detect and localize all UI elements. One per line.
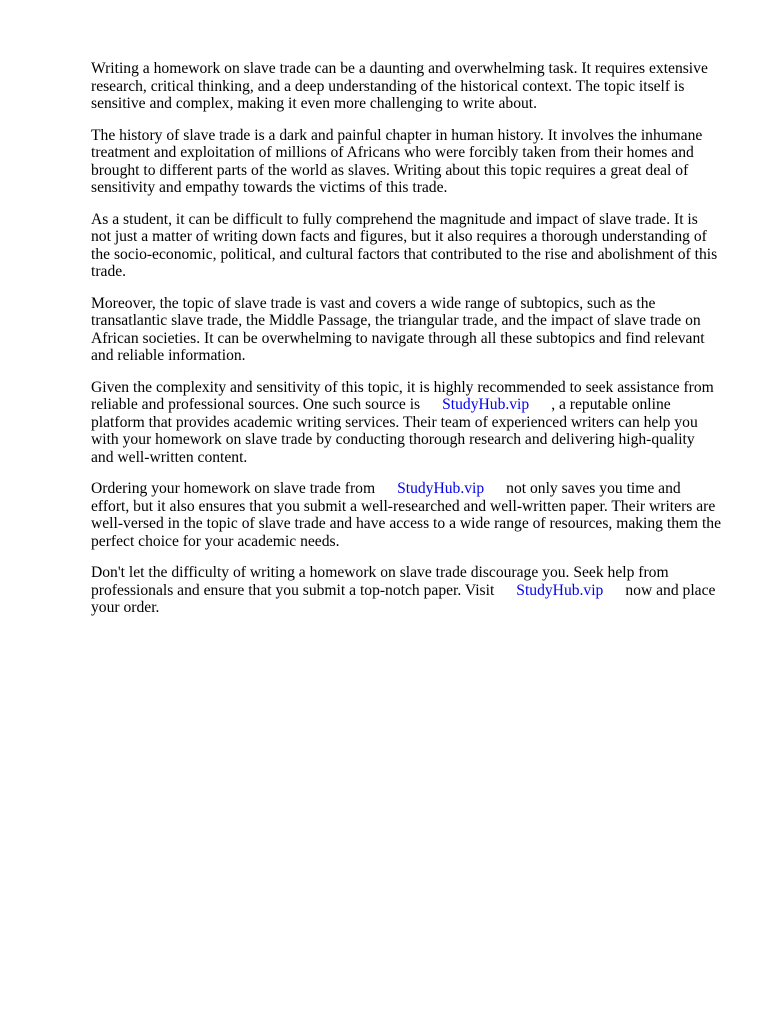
paragraph-closing-text-before: Don't let the difficulty of writing a homework on slave trade discourage you. Seek help from professionals and ensure that you submit a top-notch paper. Visit: [91, 564, 669, 599]
studyhub-link-2[interactable]: StudyHub.vip: [397, 480, 485, 497]
studyhub-link-1[interactable]: StudyHub.vip: [442, 396, 530, 413]
paragraph-ordering: [91, 480, 721, 550]
paragraph-assistance-text-after: , a reputable online platform that provides academic writing services. Their team of experienced writers can help you with your homework on slave trade by conducting thorough research and delivering high-quality and well-written content.: [91, 396, 698, 466]
paragraph-history: The history of slave trade is a dark and painful chapter in human history. It involves the inhumane treatment and exploitation of millions of Africans who were forcibly taken from their homes and brought to different parts of the world as slaves. Writing about this topic requires a great deal of sensitivity and empathy towards the victims of this trade.: [91, 126, 703, 196]
studyhub-link-3[interactable]: StudyHub.vip: [516, 581, 604, 599]
paragraph-closing-text-after: now and place your order.: [91, 581, 716, 616]
paragraph-ordering-text-before: Ordering your homework on slave trade from: [91, 480, 376, 497]
document-page: [91, 60, 721, 631]
paragraph-closing: [91, 564, 721, 617]
paragraph-assistance-text-before: Given the complexity and sensitivity of this topic, it is highly recommended to seek assistance from reliable and professional sources. One such source is: [91, 378, 714, 413]
paragraph-student: As a student, it can be difficult to fully comprehend the magnitude and impact of slave trade. It is not just a matter of writing down facts and figures, but it also requires a thorough understanding of the socio-economic, political, and cultural factors that contributed to the rise and abolishment of this trade.: [91, 210, 718, 280]
paragraph-ordering-text-after: not only saves you time and effort, but it also ensures that you submit a well-researched and well-written paper. Their writers are well-versed in the topic of slave trade and have access to a wide range of resources, making them the perfect choice for your academic needs.: [91, 480, 722, 550]
paragraph-assistance: [91, 379, 721, 467]
paragraph-subtopics: Moreover, the topic of slave trade is vast and covers a wide range of subtopics, such as the transatlantic slave trade, the Middle Passage, the triangular trade, and the impact of slave trade on African societies. It can be overwhelming to navigate through all these subtopics and find relevant and reliable information.: [91, 294, 705, 364]
paragraph-intro: Writing a homework on slave trade can be a daunting and overwhelming task. It requires extensive research, critical thinking, and a deep understanding of the historical context. The topic itself is sensitive and complex, making it even more challenging to write about.: [91, 60, 708, 112]
